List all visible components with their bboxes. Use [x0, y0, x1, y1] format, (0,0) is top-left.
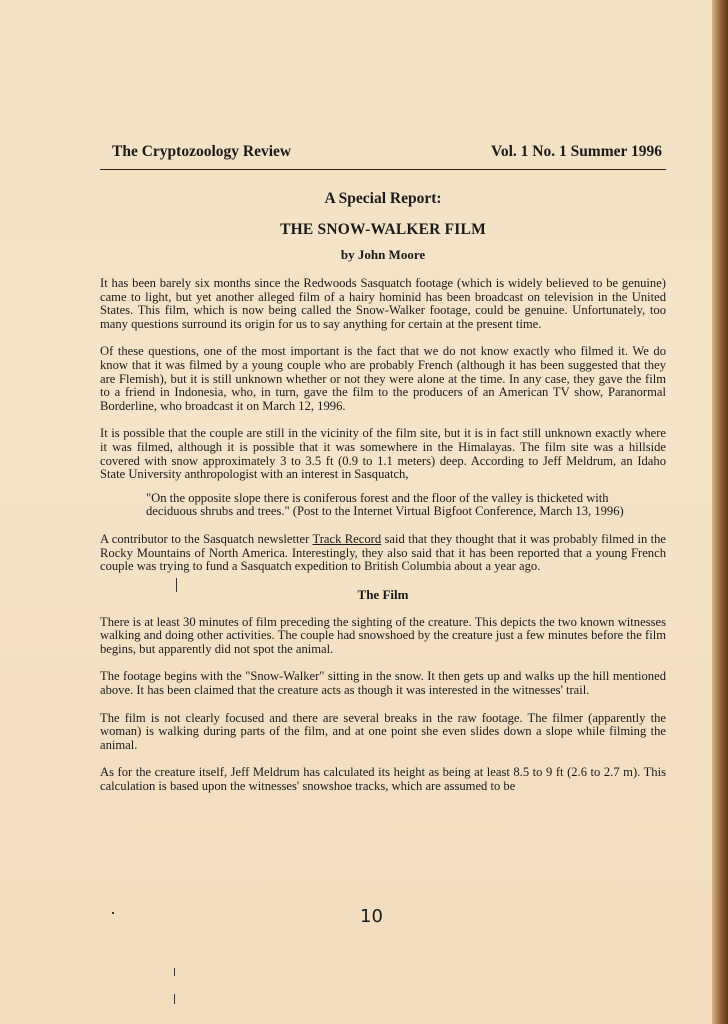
article-byline: by John Moore: [340, 247, 426, 262]
article-kicker: A Special Report:: [324, 190, 442, 207]
newsletter-title: Track Record: [312, 531, 382, 546]
paragraph-contributor: [100, 533, 666, 574]
contributor-text-after: said that they thought that it was probably filmed in the Rocky Mountains of North America. Interestingly, they also said that it has been reported that a young French couple was trying to fund a Sasquatch expedition to British Columbia about a year ago.: [100, 531, 667, 574]
pen-mark: [174, 968, 175, 976]
block-quote: "On the opposite slope there is coniferous forest and the floor of the valley is thicketed with deciduous shrubs and trees." (Post to the Internet Virtual Bigfoot Conference, March 13, 1996): [146, 490, 624, 519]
issue-info: Vol. 1 No. 1 Summer 1996: [491, 143, 662, 160]
document-page: [100, 143, 666, 794]
journal-name: The Cryptozoology Review: [112, 143, 292, 160]
stacked-pages-edge: [712, 0, 728, 1024]
header-rule: [100, 169, 666, 170]
pen-mark: [112, 912, 114, 914]
paragraph-height: As for the creature itself, Jeff Meldrum has calculated its height as being at least 8.5 to 9 ft (2.6 to 2.7 m). This calculation is based upon the witnesses' snowshoe tracks, which are assumed to be: [100, 765, 666, 794]
running-header: [100, 143, 666, 161]
paragraph-intro: It has been barely six months since the Redwoods Sasquatch footage (which is widely believed to be genuine) came to light, but yet another alleged film of a hairy hominid has been broadcast on television in the United States. This film, which is now being called the Snow-Walker footage, could be genuine. Unfortunately, too many questions surround its origin for us to say anything for certain at the present time.: [100, 276, 666, 331]
section-heading-film: The Film: [357, 586, 409, 602]
paragraph-film-preceding: There is at least 30 minutes of film preceding the sighting of the creature. This depicts the two known witnesses walking and doing other activities. The couple had snowshoed by the creature just a few minutes before the film begins, but apparently did not spot the animal.: [100, 614, 666, 656]
handwritten-page-number: 10: [360, 906, 383, 927]
paragraph-location: It is possible that the couple are still in the vicinity of the film site, but it is in fact still unknown exactly where it was filmed, although it is possible that it was somewhere in the Himalayas. The film site was a hillside covered with snow approximately 3 to 3.5 ft (0.9 to 1.1 meters) deep. According to Jeff Meldrum, an Idaho State University anthropologist with an interest in Sasquatch,: [100, 426, 666, 482]
paragraph-footage-begins: The footage begins with the "Snow-Walker" sitting in the snow. It then gets up and walks up the hill mentioned above. It has been claimed that the creature acts as though it was interested in the witnesses' trail.: [100, 669, 666, 698]
contributor-text-before: A contributor to the Sasquatch newsletter: [100, 531, 313, 546]
pen-mark: [174, 994, 175, 1004]
paragraph-questions: Of these questions, one of the most important is the fact that we do not know exactly who filmed it. We do know that it was filmed by a young couple who are probably French (although it has been suggested that they are Flemish), but it is still unknown whether or not they were alone at the time. In any case, they gave the film to a friend in Indonesia, who, in turn, gave the film to the producers of an American TV show, Paranormal Borderline, who broadcast it on March 12, 1996.: [100, 344, 666, 413]
article-title: THE SNOW-WALKER FILM: [280, 221, 486, 238]
pen-mark: [176, 578, 177, 592]
paragraph-focus: The film is not clearly focused and there are several breaks in the raw footage. The filmer (apparently the woman) is walking during parts of the film, and at one point she even slides down a slope while filming the animal.: [100, 710, 666, 752]
